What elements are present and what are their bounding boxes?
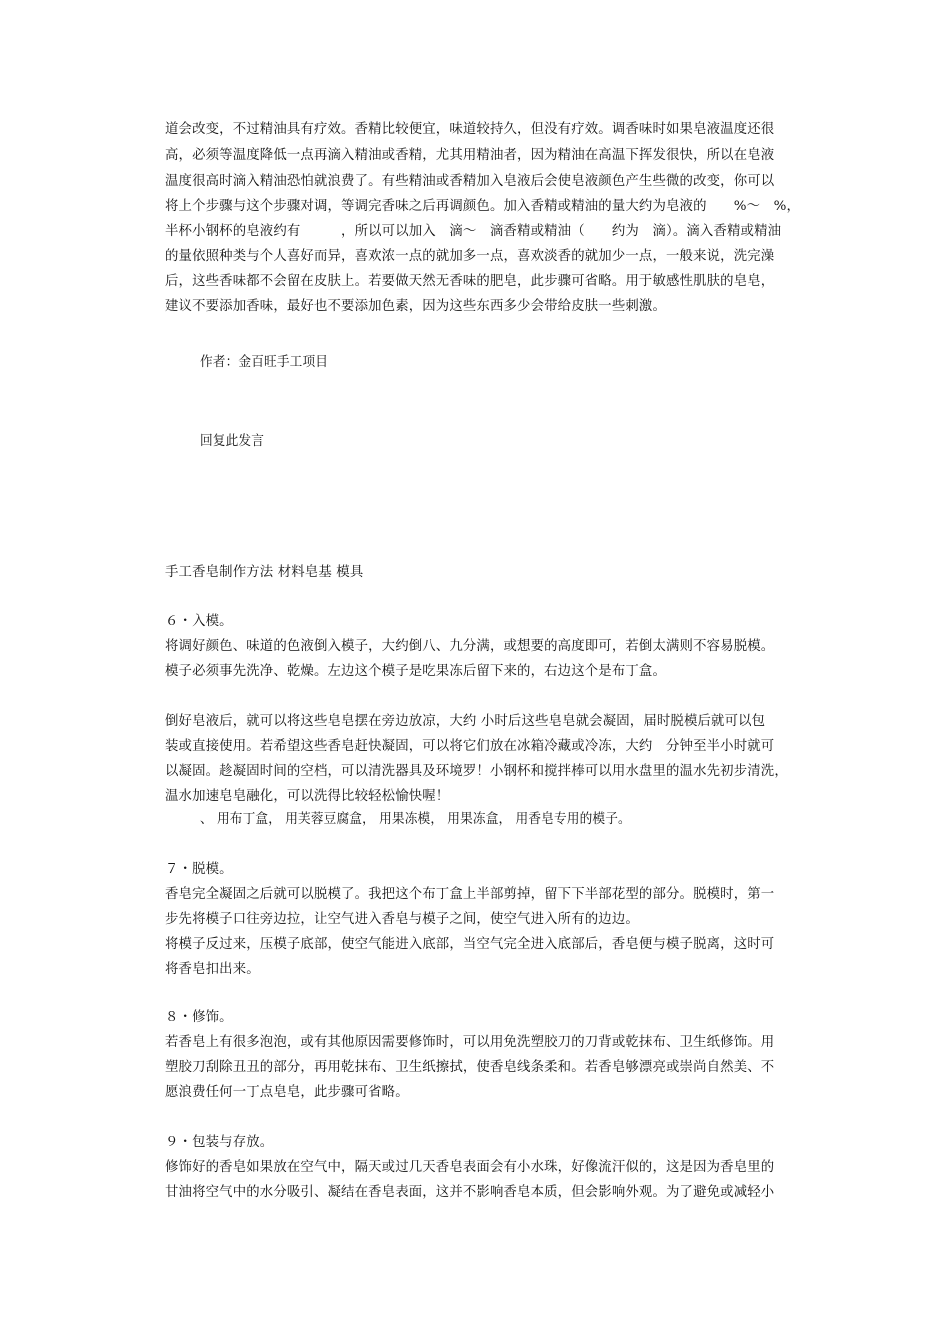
paragraph-line: 半杯小钢杯的皂液约有 ，所以可以加入 滴～ 滴香精或精油（ 约为 滴）。滴入香精或精油 — [165, 224, 782, 239]
paragraph-line: 愿浪费任何一丁点皂皂，此步骤可省略。 — [165, 1085, 409, 1100]
paragraph-line: 倒好皂液后，就可以将这些皂皂摆在旁边放凉，大约 小时后这些皂皂就会凝固，届时脱模后就可以包 — [165, 714, 766, 729]
paragraph-line: 修饰好的香皂如果放在空气中，隔天或过几天香皂表面会有小水珠，好像流汗似的，这是因为香皂里的 — [165, 1160, 775, 1175]
paragraph-line: 温度很高时滴入精油恐怕就浪费了。有些精油或香精加入皂液后会使皂液颜色产生些微的改变，你可以 — [165, 174, 775, 189]
paragraph-line: 步先将模子口往旁边拉，让空气进入香皂与模子之间，使空气进入所有的边边。 — [165, 912, 639, 927]
paragraph-line: 将上个步骤与这个步骤对调，等调完香味之后再调颜色。加入香精或精油的量大约为皂液的 %～ %， — [165, 199, 801, 214]
paragraph-line: 高，必须等温度降低一点再滴入精油或香精，尤其用精油者，因为精油在高温下挥发很快，所以在皂液 — [165, 148, 775, 163]
paragraph-line: 温水加速皂皂融化，可以洗得比较轻松愉快喔！ — [165, 789, 450, 804]
author-credit: 作者：金百旺手工项目 — [200, 355, 329, 370]
paragraph-line: 建议不要添加香味，最好也不要添加色素，因为这些东西多少会带给皮肤一些刺激。 — [165, 299, 667, 314]
mold-list-line: 、 用布丁盒， 用芙蓉豆腐盒， 用果冻模， 用果冻盒， 用香皂专用的模子。 — [200, 812, 631, 827]
reply-link[interactable]: 回复此发言 — [200, 434, 265, 449]
step-heading: ６・入模。 — [165, 614, 233, 629]
paragraph-line: 甘油将空气中的水分吸引、凝结在香皂表面，这并不影响香皂本质，但会影响外观。为了避免或减轻小 — [165, 1185, 775, 1200]
paragraph-line: 装或直接使用。若希望这些香皂赶快凝固，可以将它们放在冰箱冷藏或冷冻，大约 分钟至半小时就可 — [165, 739, 775, 754]
paragraph-line: 若香皂上有很多泡泡，或有其他原因需要修饰时，可以用免洗塑胶刀的刀背或乾抹布、卫生纸修饰。用 — [165, 1035, 775, 1050]
step-heading: ８・修饰。 — [165, 1010, 233, 1025]
paragraph-line: 模子必须事先洗净、乾燥。左边这个模子是吃果冻后留下来的，右边这个是布丁盒。 — [165, 664, 667, 679]
paragraph-line: 的量依照种类与个人喜好而异，喜欢浓一点的就加多一点，喜欢淡香的就加少一点，一般来说，洗完澡 — [165, 249, 775, 264]
step-heading: ７・脱模。 — [165, 862, 233, 877]
paragraph-line: 香皂完全凝固之后就可以脱模了。我把这个布丁盒上半部剪掉，留下下半部花型的部分。脱模时，第一 — [165, 887, 775, 902]
step-heading: ９・包装与存放。 — [165, 1135, 274, 1150]
paragraph-line: 以凝固。趁凝固时间的空档，可以清洗器具及环境罗！小钢杯和搅拌棒可以用水盘里的温水先初步清洗， — [165, 764, 788, 779]
section-title: 手工香皂制作方法 材料皂基 模具 — [165, 565, 364, 580]
paragraph-line: 后，这些香味都不会留在皮肤上。若要做天然无香味的肥皂，此步骤可省略。用于敏感性肌肤的皂皂， — [165, 274, 775, 289]
paragraph-line: 塑胶刀刮除丑丑的部分，再用乾抹布、卫生纸擦拭，使香皂线条柔和。若香皂够漂亮或崇尚自然美、不 — [165, 1060, 775, 1075]
paragraph-line: 道会改变，不过精油具有疗效。香精比较便宜，味道较持久，但没有疗效。调香味时如果皂液温度还很 — [165, 122, 775, 137]
paragraph-line: 将调好颜色、味道的色液倒入模子，大约倒八、九分满，或想要的高度即可，若倒太满则不容易脱模。 — [165, 639, 775, 654]
paragraph-line: 将模子反过来，压模子底部，使空气能进入底部，当空气完全进入底部后，香皂便与模子脱离，这时可 — [165, 937, 775, 952]
paragraph-line: 将香皂扣出来。 — [165, 962, 260, 977]
